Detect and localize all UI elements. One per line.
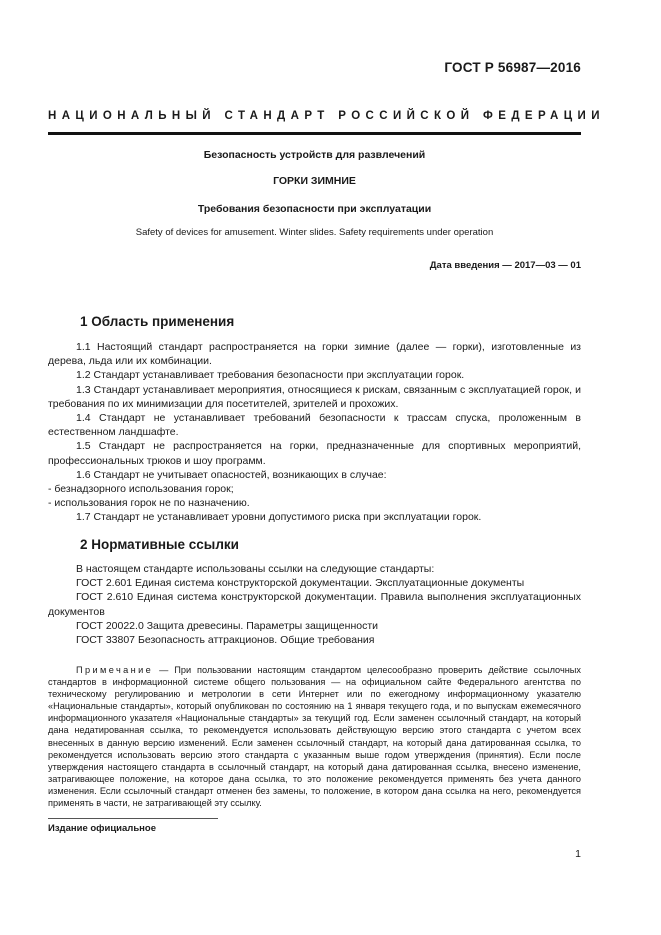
- paragraph-1-2: 1.2 Стандарт устанавливает требования безопасности при эксплуатации горок.: [76, 369, 465, 382]
- english-title: Safety of devices for amusement. Winter slides. Safety requirements under operation: [135, 227, 494, 238]
- section-2-title: 2 Нормативные ссылки: [80, 537, 239, 552]
- section-1-title: 1 Область применения: [80, 314, 235, 329]
- references-intro: В настоящем стандарте использованы ссылки на следующие стандарты:: [76, 563, 435, 575]
- paragraph-1-6: 1.6 Стандарт не учитывает опасностей, возникающих в случае:: [76, 468, 387, 481]
- reference-item: ГОСТ 2.610 Единая система конструкторской документации. Правила выполнения эксплуатационных документов: [48, 591, 581, 618]
- national-standard-heading: НАЦИОНАЛЬНЫЙ СТАНДАРТ РОССИЙСКОЙ ФЕДЕРАЦИИ: [48, 110, 605, 122]
- references-note: [48, 664, 581, 809]
- header-rule: [48, 132, 581, 135]
- paragraph-1-5: 1.5 Стандарт не распространяется на горки, предназначенные для спортивных мероприятий, профессиональных трюков и шоу программ.: [48, 440, 581, 467]
- note-label: Примечание: [76, 665, 154, 675]
- list-item: - безнадзорного использования горок;: [48, 483, 234, 496]
- standard-subtitle: Требования безопасности при эксплуатации: [197, 203, 432, 215]
- standard-code: ГОСТ Р 56987—2016: [444, 60, 581, 75]
- reference-item: ГОСТ 33807 Безопасность аттракционов. Общие требования: [76, 634, 375, 647]
- list-item: - использования горок не по назначению.: [48, 497, 250, 510]
- section-1-body: [48, 340, 581, 525]
- paragraph-1-3: 1.3 Стандарт устанавливает мероприятия, относящиеся к рискам, связанным с эксплуатацией горок, и требования по их минимизации для посетителей, зрителей и прохожих.: [48, 383, 581, 410]
- edition-label: Издание официальное: [48, 823, 156, 834]
- paragraph-1-7: 1.7 Стандарт не устанавливает уровни допустимого риска при эксплуатации горок.: [76, 511, 482, 524]
- introduction-date: Дата введения — 2017—03 — 01: [429, 260, 581, 271]
- paragraph-1-1: 1.1 Настоящий стандарт распространяется на горки зимние (далее — горки), изготовленные из дерева, льда или их комбинации.: [48, 341, 581, 368]
- paragraph-1-4: 1.4 Стандарт не устанавливает требований безопасности к трассам спуска, проложенным в естественном ландшафте.: [48, 412, 581, 439]
- page-number: 1: [575, 848, 581, 860]
- section-2-body: [48, 562, 581, 647]
- standard-subject: Безопасность устройств для развлечений: [203, 149, 426, 161]
- reference-item: ГОСТ 2.601 Единая система конструкторской документации. Эксплуатационные документы: [76, 577, 525, 590]
- standard-title: ГОРКИ ЗИМНИЕ: [273, 175, 356, 187]
- footer-rule: [48, 818, 218, 819]
- reference-item: ГОСТ 20022.0 Защита древесины. Параметры защищенности: [76, 619, 379, 632]
- note-text: — При пользовании настоящим стандартом целесообразно проверить действие ссылочных стандартов в информационной системе общего пользования — на официальном сайте Федерального агентства по техническому регулированию и метрологии в сети Интернет или по ежегодному информационному указателю «Национальные стандарты», который опубликован по состоянию на 1 января текущего года, и по выпускам ежемесячного информационного указателя «Национальные стандарты» за текущий год. Если заменен ссылочный стандарт, на который дана недатированная ссылка, то рекомендуется использовать действующую версию этого стандарта с учетом всех внесенных в данную версию изменений. Если заменен ссылочный стандарт, на который дана датированная ссылка, то рекомендуется использовать версию этого стандарта с указанным выше годом утверждения (принятия). Если после утверждения настоящего стандарта в ссылочный стандарт, на который дана датированная ссылка, внесено изменение, затрагивающее положение, на которое дана ссылка, то это положение рекомендуется применять без учета данного изменения. Если ссылочный стандарт отменен без замены, то положение, в котором дана ссылка на него, рекомендуется применять в части, не затрагивающей эту ссылку.: [48, 665, 581, 809]
